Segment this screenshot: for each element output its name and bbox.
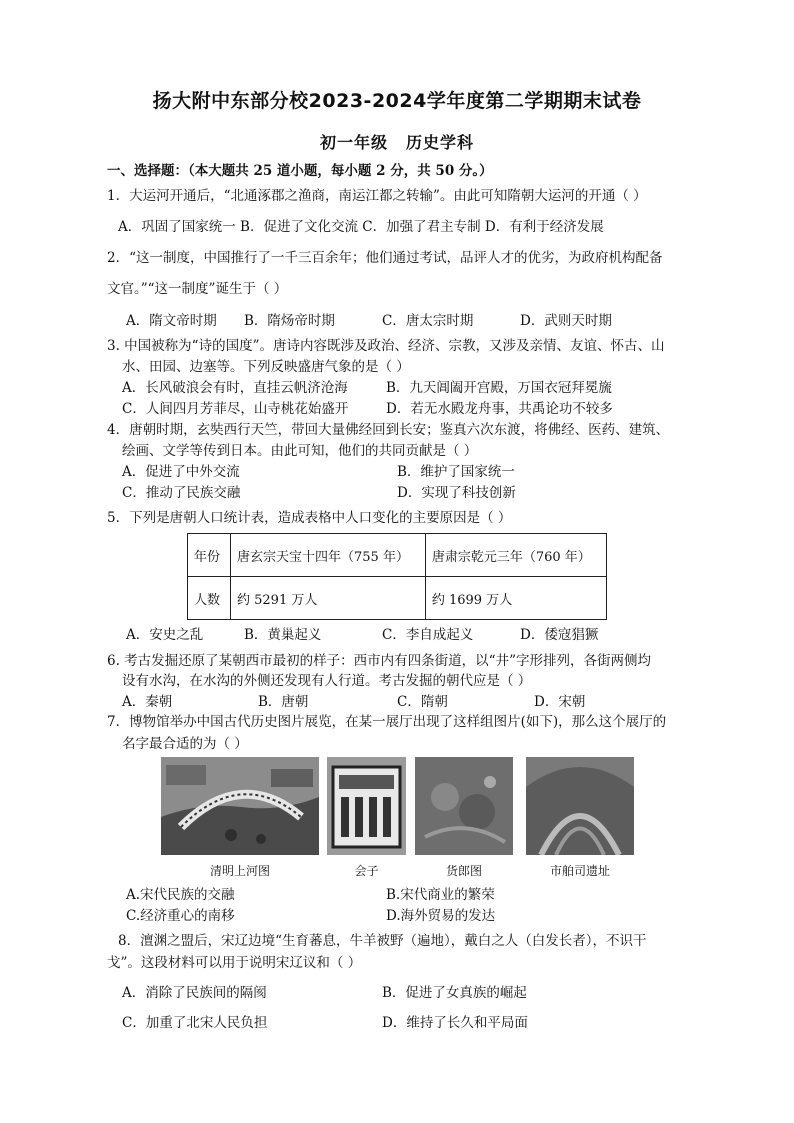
- q4-option-a: A．促进了中外交流: [122, 464, 240, 480]
- table-cell: 唐肃宗乾元三年（760 年）: [425, 534, 606, 577]
- q3-stem-1: 3. 中国被称为“诗的国度”。唐诗内容既涉及政治、经济、宗教，又涉及亲情、友谊、怀古、山: [107, 338, 665, 354]
- table-cell: 约 5291 万人: [231, 577, 426, 620]
- q8-option-b: B．促进了女真族的崛起: [382, 985, 527, 1001]
- table-row: [188, 534, 607, 577]
- q4-option-b: B．维护了国家统一: [397, 464, 515, 480]
- q2-stem-2: 文官。”“这一制度”诞生于（ ）: [107, 281, 288, 297]
- subject-label: 历史学科: [406, 133, 475, 152]
- table-cell: 年份: [188, 534, 231, 577]
- q4-option-d: D．实现了科技创新: [397, 485, 516, 501]
- q7-option-d: D.海外贸易的发达: [386, 908, 496, 924]
- q2-option-c: C．唐太宗时期: [382, 313, 474, 329]
- q8-option-a: A．消除了民族间的隔阂: [122, 985, 267, 1001]
- section-heading: 一、选择题：（本大题共 25 道小题，每小题 2 分，共 50 分。）: [107, 163, 493, 179]
- q3-stem-2: 水、田园、边塞等。下列反映盛唐气象的是（ ）: [122, 359, 410, 375]
- q3-option-b: B．九天阊阖开宫殿，万国衣冠拜冕旒: [386, 380, 612, 396]
- q2-option-a: A．隋文帝时期: [126, 313, 217, 329]
- q5-option-d: D．倭寇猖獗: [520, 627, 599, 643]
- q3-option-d: D．若无水殿龙舟事，共禹论功不较多: [386, 401, 613, 417]
- q6-option-b: B．唐朝: [258, 694, 309, 710]
- exam-title: 扬大附中东部分校2023-2024学年度第二学期期末试卷: [152, 90, 642, 112]
- q6-stem-1: 6. 考古发掘还原了某朝西市最初的样子：西市内有四条街道，以“井”字形排列，各街两侧均: [107, 653, 651, 669]
- q2-stem-1: 2．“这一制度，中国推行了一千三百余年；他们通过考试，品评人才的优劣，为政府机构配备: [107, 250, 663, 266]
- q7-option-b: B.宋代商业的繁荣: [386, 887, 495, 903]
- huolang-painting-image: [415, 757, 513, 855]
- q5-option-b: B．黄巢起义: [244, 627, 322, 643]
- q3-option-c: C．人间四月芳菲尽，山寺桃花始盛开: [122, 401, 349, 417]
- q1-stem: 1．大运河开通后，“北通涿郡之渔商，南运江都之转输”。由此可知隋朝大运河的开通（ ）: [107, 188, 647, 204]
- q8-option-c: C．加重了北宋人民负担: [122, 1015, 268, 1031]
- table-cell: 人数: [188, 577, 231, 620]
- grade-label: 初一年级: [319, 133, 388, 152]
- q6-option-d: D．宋朝: [534, 694, 586, 710]
- q2-option-b: B．隋炀帝时期: [244, 313, 335, 329]
- q4-option-c: C．推动了民族交融: [122, 485, 241, 501]
- q4-stem-1: 4．唐朝时期，玄奘西行天竺，带回大量佛经回到长安；鉴真六次东渡，将佛经、医药、建筑、: [107, 422, 670, 438]
- q5-option-c: C．李自成起义: [382, 627, 474, 643]
- q6-stem-2: 设有水沟，在水沟的外侧还发现有人行道。考古发掘的朝代应是（ ）: [122, 673, 532, 689]
- huizi-banknote-image: [327, 757, 406, 855]
- q6-option-c: C．隋朝: [397, 694, 448, 710]
- q6-option-a: A．秦朝: [122, 694, 173, 710]
- q1-options: A．巩固了国家统一 B．促进了文化交流 C．加强了君主专制 D．有利于经济发展: [118, 219, 604, 235]
- table-cell: 唐玄宗天宝十四年（755 年）: [231, 534, 426, 577]
- caption-huizi: 会子: [354, 864, 379, 878]
- q3-option-a: A．长风破浪会有时，直挂云帆济沧海: [122, 380, 348, 396]
- q8-stem-2: 戈”。这段材料可以用于说明宋辽议和（ ）: [107, 955, 362, 971]
- q2-option-d: D．武则天时期: [520, 313, 612, 329]
- table-row: [188, 577, 607, 620]
- q8-option-d: D．维持了长久和平局面: [382, 1015, 528, 1031]
- caption-shibosi: 市舶司遗址: [549, 864, 610, 878]
- q5-option-a: A．安史之乱: [126, 627, 204, 643]
- q7-stem-2: 名字最合适的为（ ）: [122, 736, 248, 752]
- population-table: [187, 533, 607, 620]
- shibosi-site-image: [526, 757, 634, 855]
- q7-option-c: C.经济重心的南移: [126, 908, 235, 924]
- exam-subtitle: [0, 130, 794, 153]
- q7-option-a: A.宋代民族的交融: [126, 887, 235, 903]
- caption-qingming: 清明上河图: [209, 864, 270, 878]
- table-cell: 约 1699 万人: [425, 577, 606, 620]
- caption-huolang: 货郎图: [445, 864, 482, 878]
- q4-stem-2: 绘画、文学等传到日本。由此可知，他们的共同贡献是（ ）: [122, 443, 478, 459]
- q8-stem-1: 8．澶渊之盟后，宋辽边境“生育蕃息，牛羊被野（遍地），戴白之人（白发长者），不识干: [118, 933, 647, 949]
- qingming-painting-image: [161, 757, 319, 855]
- q7-stem-1: 7．博物馆举办中国古代历史图片展览，在某一展厅出现了这样组图片(如下)，那么这个展厅的: [107, 714, 667, 730]
- q5-stem: 5．下列是唐朝人口统计表，造成表格中人口变化的主要原因是（ ）: [107, 510, 512, 526]
